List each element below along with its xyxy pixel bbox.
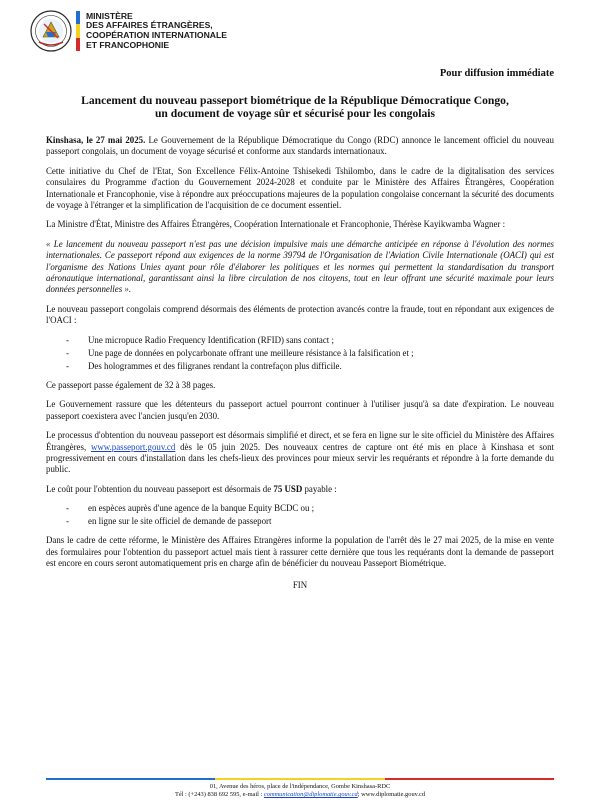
paragraph-cost [46,484,554,495]
list-item: - Une micropuce Radio Frequency Identification (RFID) sans contact ; [66,334,334,345]
release-label: Pour diffusion immédiate [439,68,554,79]
ministry-name [86,12,227,50]
paragraph-minister: La Ministre d'État, Ministre des Affaires Étrangères, Coopération Internationale et Francophonie, Thérèse Kayikwamba Wagner : [46,219,506,230]
process-text-a: Le processus d'obtention du nouveau passeport est désormais simplifié et direct, et se fera en ligne sur le site officiel du Ministère des Affaires Étrangères, [46,430,554,452]
paragraph-intro [46,135,554,158]
footer-stripe-red [385,778,554,780]
ministry-line-2: DES AFFAIRES ÉTRANGÈRES, [86,20,213,31]
ministry-line-1: MINISTÈRE [86,10,133,21]
letterhead [30,8,227,54]
footer-stripe-blue [46,778,215,780]
list-item: - Des hologrammes et des filigranes rendant la contrefaçon plus difficile. [66,360,342,371]
end-marker: FIN [292,579,308,590]
list-item: - en ligne sur le site officiel de demande de passeport [66,516,272,527]
list-item-text: en ligne sur le site officiel de demande de passeport [88,516,272,527]
footer-address: 01, Avenue des héros, place de l'indépendance, Gombe Kinshasa-RDC [209,783,391,790]
paragraph-pages: Ce passeport passe également de 32 à 38 pages. [46,379,216,390]
list-item-text: en espèces auprès d'une agence de la banque Equity BCDC ou ; [88,503,315,514]
process-text-b: dès le 05 juin 2025. Des nouveaux centres de capture ont été mis en place à Kinshasa et sont progressivement en cours d'installation dans les chefs-lieux des provinces pour mieux servir les requérants et répondre à la forte demande du public. [46,441,554,475]
title-line-2: un document de voyage sûr et sécurisé pour les congolais [154,107,436,120]
list-item-text: Des hologrammes et des filigranes rendant la contrefaçon plus difficile. [88,360,342,371]
ministry-line-3: COOPÉRATION INTERNATIONALE [86,30,227,40]
paragraph-process [46,430,554,476]
payment-list [46,503,554,527]
footer-email-link[interactable]: communication@diplomatie.gouv.cd [263,791,358,799]
list-item-text: Une page de données en polycarbonate offrant une meilleure résistance à la falsification et ; [88,347,414,358]
footer-website: ; www.diplomatie.gouv.cd [357,791,426,799]
list-item-text: Une micropuce Radio Frequency Identification (RFID) sans contact ; [88,334,334,345]
footer-contact-line [46,791,554,799]
title-line-1: Lancement du nouveau passeport biométrique de la République Démocratique Congo, [81,94,509,107]
ministry-line-4: ET FRANCOPHONIE [86,39,170,50]
flag-color-bar [76,11,80,51]
features-list [46,335,554,372]
list-item: - Une page de données en polycarbonate offrant une meilleure résistance à la falsification et ; [66,347,414,358]
flag-stripe-red [76,38,80,51]
document-title [40,94,550,120]
paragraph-features: Le nouveau passeport congolais comprend désormais des éléments de protection avancés contre la fraude, tout en répondant aux exigences de l'OACI : [46,303,554,326]
cost-amount: 75 USD [273,483,303,494]
paragraph-reform: Dans le cadre de cette réforme, le Ministère des Affaires Etrangères informe la population de l'arrêt dès le 27 mai 2025, de la mise en vente des formulaires pour l'obtention du passeport actuel mais tient à rassurer cette dernière que tous les requérants dont la demande de passeport est encore en cours seront automatiquement pris en charge afin de bénéficier du nouveau Passeport Biométrique. [46,535,554,569]
cost-text-b: payable : [302,483,337,494]
footer-phone: Tél : (+243) 838 692 595, e-mail : [174,791,264,799]
paragraph-validity: Le Gouvernement rassure que les détenteurs du passeport actuel pourront continuer à l'utiliser jusqu'à sa date d'expiration. Le nouveau passeport coexistera avec l'ancien jusqu'en 2030. [46,399,554,421]
cost-text-a: Le coût pour l'obtention du nouveau passeport est désormais de [46,483,274,494]
flag-stripe-yellow [76,24,80,37]
footer-contact [46,783,554,800]
document-body [46,135,554,591]
footer-stripe-yellow [215,778,384,780]
paragraph-initiative: Cette initiative du Chef de l'Etat, Son Excellence Félix-Antoine Tshisekedi Tshilombo, dans le cadre de la digitalisation des services consulaires du Programme d'action du Gouvernement 2024-2028 et conduite par le Ministère des Affaires Étrangères, Coopération Internationale et Francophonie, vise à répondre aux préoccupations majeures de la population congolaise concernant la sécurité des documents de voyage à l'étranger et la simplification de l'acquisition de ce document essentiel. [46,165,554,211]
passport-website-link[interactable]: www.passeport.gouv.cd [90,441,176,452]
intro-text: Le Gouvernement de la République Démocratique du Congo (RDC) annonce le lancement officiel du nouveau passeport congolais, un document de voyage sécurisé et conforme aux standards internationaux. [46,135,554,157]
dateline: Kinshasa, le 27 mai 2025. [46,135,146,145]
list-item: - en espèces auprès d'une agence de la banque Equity BCDC ou ; [66,503,315,514]
footer-color-rule [46,778,554,780]
flag-stripe-blue [76,11,80,24]
coat-of-arms-seal-icon [30,10,72,52]
minister-quote: « Le lancement du nouveau passeport n'est pas une décision impulsive mais une démarche anticipée en réponse à l'évolution des normes internationales. Ce passeport répond aux exigences de la norme 39794 de l'Organisation de l'Aviation Civile Internationale (OACI) qui est l'organisme des Nations Unies ayant pour rôle d'élaborer les politiques et les normes qui permettent la standardisation du transport aéronautique international, garantissant ainsi la libre circulation de nos citoyens, tout en leur offrant une sécurité maximale pour leurs données personnelles ». [46,238,554,295]
